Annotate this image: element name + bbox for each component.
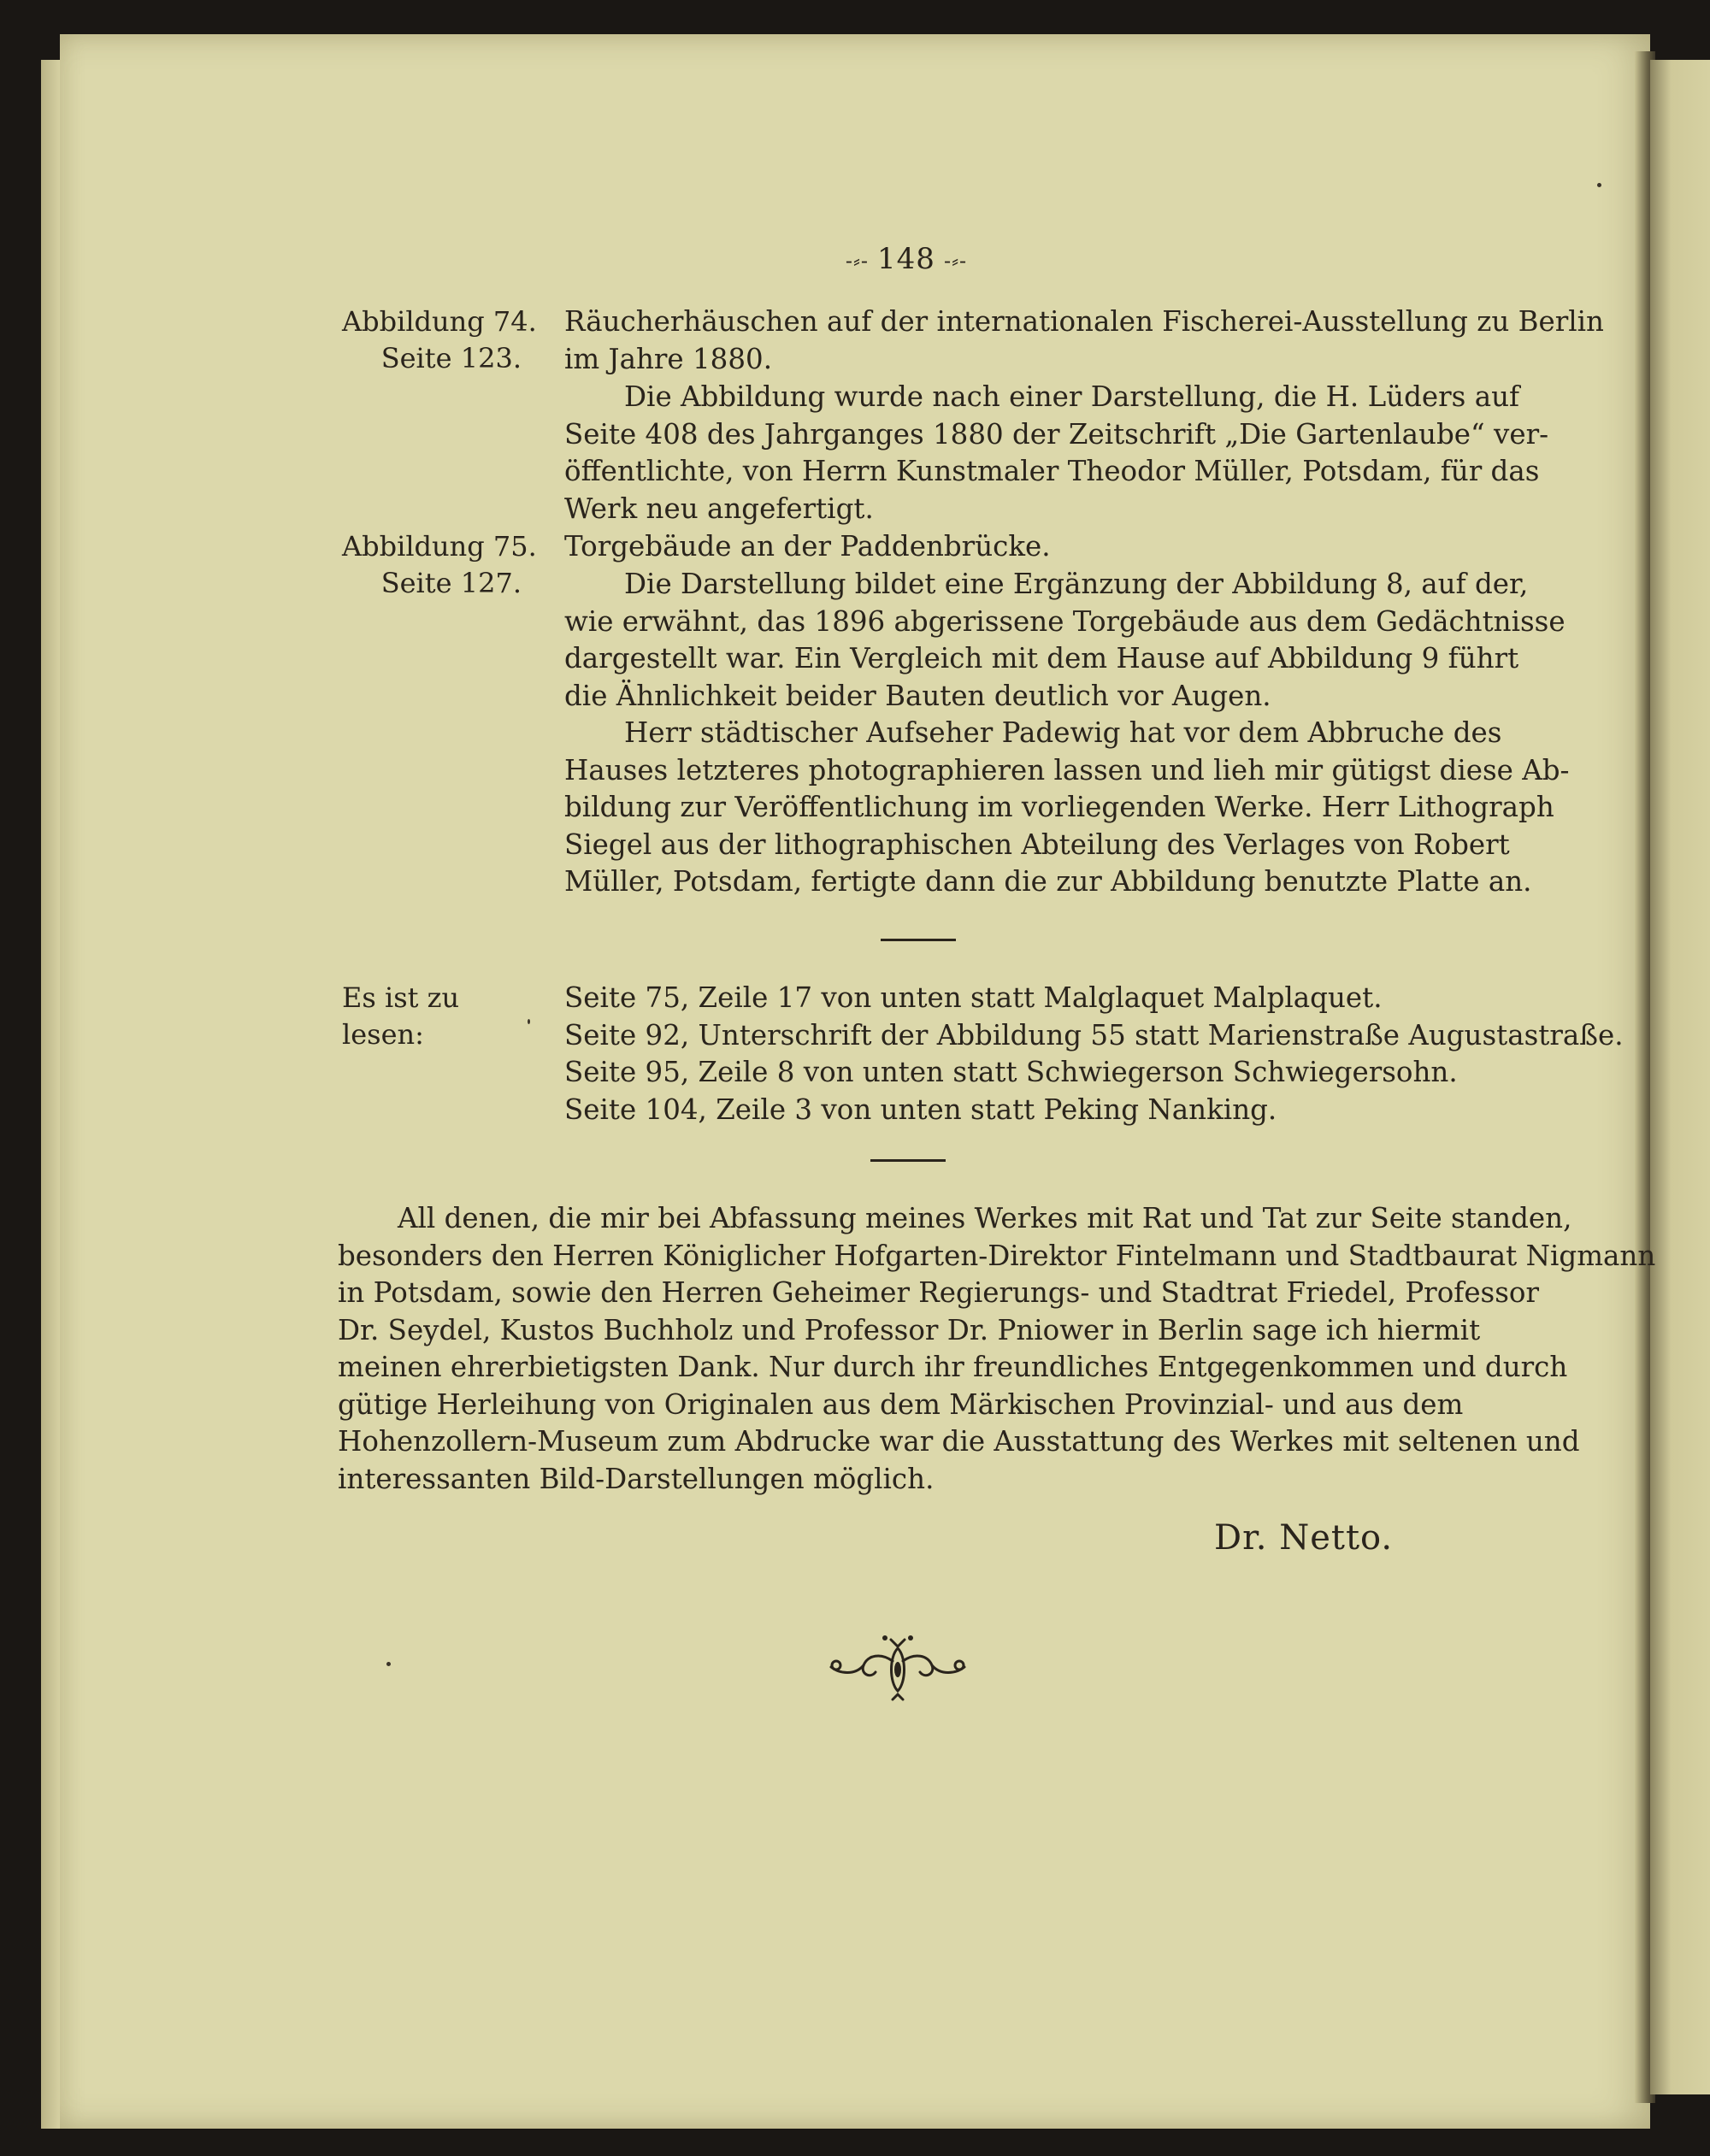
text-line: Hohenzollern-Museum zum Abdrucke war die Ausstattung des Werkes mit seltenen und [338,1425,1580,1458]
figure-label: Abbildung 74. [342,305,537,338]
acknowledgement [338,1200,1656,1498]
text-line: Dr. Seydel, Kustos Buchholz und Professor Dr. Pniower in Berlin sage ich hiermit [338,1313,1481,1346]
text-line: Müller, Potsdam, fertigte dann die zur Abbildung benutzte Platte an. [564,865,1532,898]
text-line: Siegel aus der lithographischen Abteilung des Verlages von Robert [564,828,1510,861]
text-line: All denen, die mir bei Abfassung meines Werkes mit Rat und Tat zur Seite standen, [398,1202,1572,1234]
entry-75-body [564,566,1570,901]
text-line: Herr städtischer Aufseher Padewig hat vor dem Abbruche des [624,716,1502,749]
text-line: öffentlichte, von Herrn Kunstmaler Theodor Müller, Potsdam, für das [564,455,1540,487]
text-line: die Ähnlichkeit beider Bauten deutlich vor Augen. [564,679,1271,712]
page-number: 148 [877,242,935,276]
errata-line: Seite 95, Zeile 8 von unten statt Schwiegerson Schwiegersohn. [564,1056,1458,1088]
ornament-right: -⸗- [943,248,968,273]
errata-line: Seite 104, Zeile 3 von unten statt Peking Nanking. [564,1093,1277,1126]
entry-75-labels [342,528,537,602]
text-line: besonders den Herren Königlicher Hofgarten-Direktor Fintelmann und Stadtbaurat Nigmann [338,1239,1656,1272]
errata-label: Es ist zu lesen: [342,981,460,1051]
page-label: Seite 127. [380,567,522,599]
text-line: dargestellt war. Ein Vergleich mit dem Hause auf Abbildung 9 führt [564,642,1519,674]
signature: Dr. Netto. [1214,1518,1394,1558]
text-line: wie erwähnt, das 1896 abgerissene Torgebäude aus dem Gedächtnisse [564,604,1566,638]
text-line: meinen ehrerbietigsten Dank. Nur durch ihr freundliches Entgegenkommen und durch [338,1351,1568,1383]
closing-vignette-ornament [821,1631,975,1708]
text-line: Torgebäude an der Paddenbrücke. [564,530,1051,563]
text-line: gütige Herleihung von Originalen aus dem Märkischen Provinzial- und aus dem [338,1387,1464,1421]
text-line: in Potsdam, sowie den Herren Geheimer Regierungs- und Stadtrat Friedel, Professor [338,1276,1540,1309]
page-label: Seite 123. [380,342,522,374]
page-number-header [804,242,1009,276]
errata-line: Seite 75, Zeile 17 von unten statt Malglaquet Malplaquet. [564,981,1383,1014]
figure-label: Abbildung 75. [342,530,537,563]
text-line: Die Abbildung wurde nach einer Darstellung, die H. Lüders auf [624,380,1520,413]
entry-74-title [564,303,1604,378]
text-line: interessanten Bild-Darstellungen möglich. [338,1462,935,1495]
errata-list [564,980,1624,1128]
text-line: Die Darstellung bildet eine Ergänzung der Abbildung 8, auf der, [624,568,1529,600]
section-divider [881,939,956,941]
text-line: Hauses letzteres photographieren lassen und lieh mir gütigst diese Ab- [564,753,1570,786]
entry-74-body [564,379,1549,527]
text-line: Werk neu angefertigt. [564,492,874,525]
errata-line: Seite 92, Unterschrift der Abbildung 55 statt Marienstraße Augustastraße. [564,1018,1624,1051]
text-line: Räucherhäuschen auf der internationalen Fischerei-Ausstellung zu Berlin [564,305,1604,338]
text-line: Seite 408 des Jahrganges 1880 der Zeitschrift „Die Gartenlaube“ ver- [564,417,1549,451]
entry-74-labels [342,303,537,377]
text-line: im Jahre 1880. [564,342,773,375]
section-divider [870,1159,946,1162]
ornament-left: -⸗- [845,248,870,273]
entry-75-title [564,528,1474,566]
text-line: bildung zur Veröffentlichung im vorliegenden Werke. Herr Lithograph [564,791,1554,823]
